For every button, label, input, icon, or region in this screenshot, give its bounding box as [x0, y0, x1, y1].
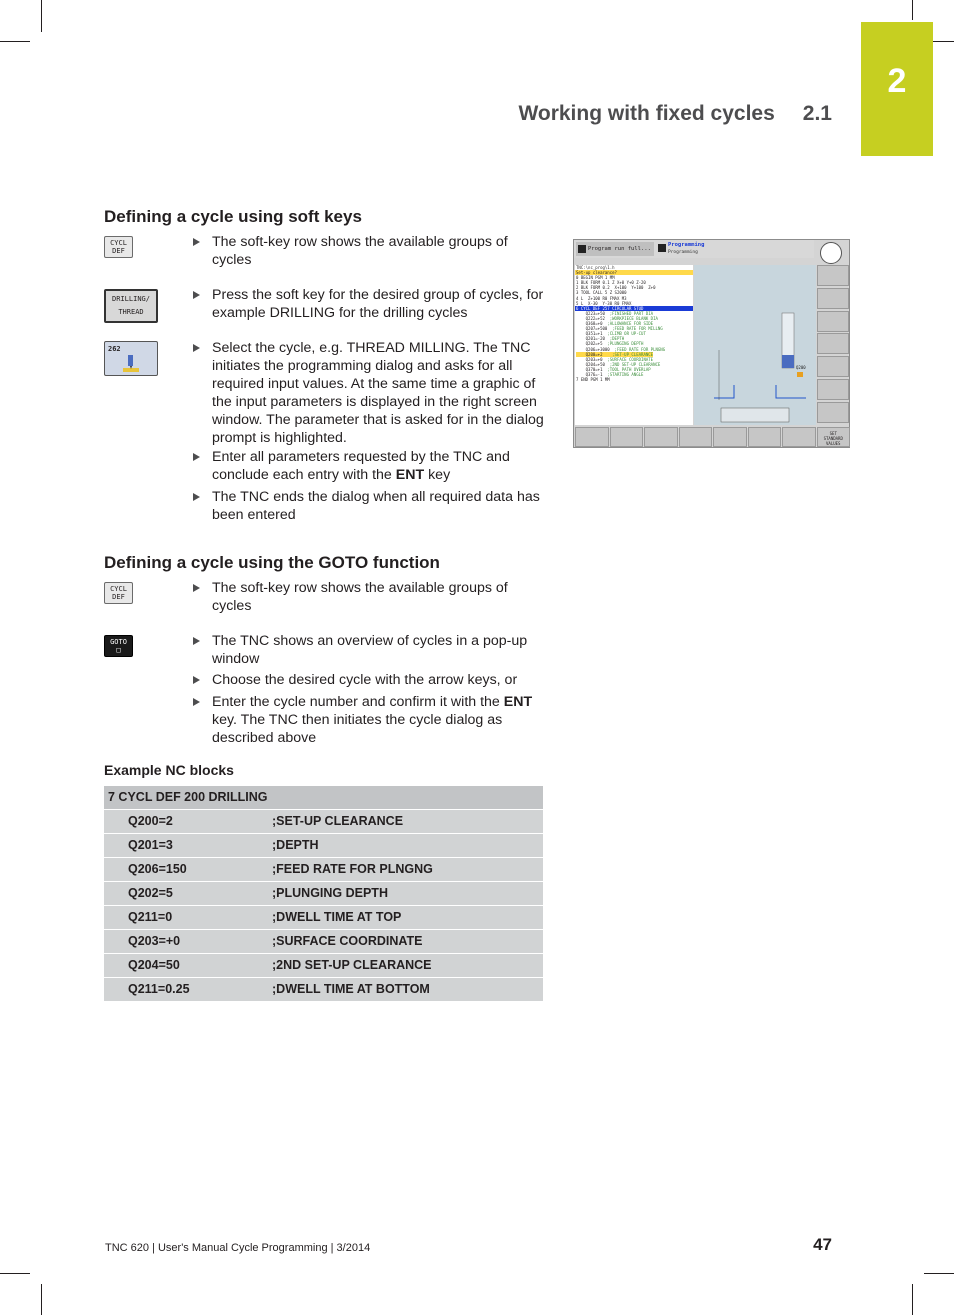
code-line: Q204=+50 ;2ND SET-UP CLEARANCE [576, 361, 661, 367]
section-heading-goto: Defining a cycle using the GOTO function [104, 553, 440, 572]
softkey[interactable] [817, 311, 849, 332]
code-line: 4 L Z+100 R0 FMAX M3 [576, 295, 627, 301]
chapter-tab [861, 22, 933, 156]
softkey[interactable] [817, 356, 849, 377]
code-line: 5 L X-30 Y-30 R0 FMAX [576, 300, 632, 306]
example-title: Example NC blocks [104, 762, 234, 778]
table-row: Q200=2 ;SET-UP CLEARANCE [104, 810, 543, 833]
page-number: 47 [813, 1235, 832, 1254]
mode-program-run: Program run full... [576, 242, 654, 256]
code-line: Q203=+0 ;SURFACE COORDINATE [576, 356, 654, 362]
code-line: Q202=+5 ;PLUNGING DEPTH [576, 341, 644, 347]
goto-step-4: Enter the cycle number and confirm it with the ENT key. The TNC then initiates the cycle dialog as described above [193, 693, 545, 747]
goto-key-icon: GOTO □ [104, 635, 133, 657]
crop-mark [41, 1284, 42, 1315]
tnc-screenshot [573, 239, 850, 448]
table-row: Q201=3 ;DEPTH [104, 834, 543, 857]
crop-mark [0, 1273, 30, 1274]
step-5: The TNC ends the dialog when all required data has been entered [193, 488, 545, 524]
softkey[interactable] [782, 427, 816, 447]
help-graphic [694, 265, 816, 425]
mode-programming: Programming Programming [656, 242, 736, 256]
softkey[interactable] [644, 427, 678, 447]
workpiece-shape [721, 408, 789, 422]
softkey[interactable] [817, 333, 849, 354]
goto-step-3: Choose the desired cycle with the arrow keys, or [193, 671, 545, 689]
code-line: 0 BEGIN PGM 1 MM [576, 275, 615, 281]
code-line: Q222=+52 ;WORKPIECE BLANK DIA [576, 315, 658, 321]
code-line: 3 TOOL CALL 5 Z S2000 [576, 290, 627, 296]
softkey[interactable] [817, 402, 849, 423]
softkey[interactable] [575, 427, 609, 447]
softkey[interactable] [713, 427, 747, 447]
table-row: Q211=0.25 ;DWELL TIME AT BOTTOM [104, 978, 543, 1001]
running-head-section: 2.1 [802, 102, 832, 125]
code-line: 7 END PGM 1 MM [576, 377, 610, 383]
crop-mark [41, 0, 42, 32]
table-row: Q202=5 ;PLUNGING DEPTH [104, 882, 543, 905]
code-line: Q201=-20 ;DEPTH [576, 336, 625, 342]
step-1: The soft-key row shows the available groups of cycles [193, 233, 545, 269]
horizontal-softkeys [575, 427, 850, 447]
q200-label: Q200 [796, 365, 806, 370]
softkey[interactable] [817, 288, 849, 309]
vertical-softkeys [817, 265, 849, 425]
code-line: Q368=+0 ;ALLOWANCE FOR SIDE [576, 321, 654, 327]
drilling-thread-softkey-icon: DRILLING/ THREAD [104, 289, 158, 323]
nc-table-header: 7 CYCL DEF 200 DRILLING [104, 786, 543, 809]
goto-step-1: The soft-key row shows the available groups of cycles [193, 579, 545, 615]
thread-milling-icon [121, 355, 141, 373]
program-editor [575, 265, 693, 425]
code-line: Q223=+50 ;FINISHED PART DIA [576, 310, 654, 316]
code-line: Q200=+2 ;SET-UP CLEARANCE [576, 351, 654, 357]
table-row: Q206=150 ;FEED RATE FOR PLNGNG [104, 858, 543, 881]
softkey[interactable] [817, 379, 849, 400]
table-row: Q211=0 ;DWELL TIME AT TOP [104, 906, 543, 929]
goto-step-2: The TNC shows an overview of cycles in a pop-up window [193, 632, 545, 668]
code-line: Q206=+3000 ;FEED RATE FOR PLNGNG [576, 346, 666, 352]
softkey[interactable] [679, 427, 713, 447]
crop-mark [912, 1284, 913, 1315]
chapter-number: 2 [887, 62, 907, 100]
nc-blocks-table [104, 786, 543, 1002]
set-standard-values-softkey[interactable]: SET STANDARD VALUES [817, 427, 851, 447]
code-line: Q376=-1 ;STARTING ANGLE [576, 371, 644, 377]
section-heading-soft-keys: Defining a cycle using soft keys [104, 207, 362, 226]
q-marker [797, 372, 803, 377]
cycl-def-key-icon: CYCL DEF [104, 236, 133, 258]
table-row: Q203=+0 ;SURFACE COORDINATE [104, 930, 543, 953]
running-head-title: Working with fixed cycles [518, 102, 775, 125]
code-line: 6 CYCL DEF 257 CIRCULAR STUD [575, 306, 693, 311]
code-line: 2 BLK FORM 0.2 X+100 Y+100 Z+0 [576, 285, 656, 291]
footer-text: TNC 620 | User's Manual Cycle Programming | 3/2014 [105, 1242, 371, 1254]
table-row: Q204=50 ;2ND SET-UP CLEARANCE [104, 954, 543, 977]
running-head [400, 102, 832, 126]
code-line: Q351=+1 ;CLIMB OR UP-CUT [576, 331, 646, 337]
softkey[interactable] [817, 265, 849, 286]
crop-mark [0, 41, 30, 42]
code-line: Q370=+1 ;TOOL PATH OVERLAP [576, 366, 651, 372]
code-lines [575, 275, 693, 382]
crop-mark [924, 1273, 954, 1274]
cycle-262-thread-milling-icon: 262 [104, 341, 158, 376]
step-4: Enter all parameters requested by the TNC and conclude each entry with the ENT key [193, 448, 545, 484]
code-line: 1 BLK FORM 0.1 Z X+0 Y+0 Z-20 [576, 280, 646, 286]
code-line: Q207=+500 ;FEED RATE FOR MILLNG [576, 326, 663, 332]
tool-path [714, 385, 806, 398]
softkey[interactable] [748, 427, 782, 447]
dialog-prompt: Set-up clearance? [575, 270, 693, 275]
crop-mark [912, 0, 913, 20]
softkey[interactable] [610, 427, 644, 447]
step-2: Press the soft key for the desired group of cycles, for example DRILLING for the drilling cycles [193, 286, 545, 322]
file-path: TNC:\nc_prog\1.h [576, 265, 615, 270]
step-3: Select the cycle, e.g. THREAD MILLING. The TNC initiates the programming dialog and asks for all required input values. At the same time a graphic of the input parameters is displayed in the right screen window. The parameter that is asked for in the dialog prompt is highlighted. [193, 339, 545, 447]
clock-icon [820, 242, 842, 264]
tool-tip [782, 355, 794, 368]
screen-titlebar [574, 240, 814, 258]
cycl-def-key-icon: CYCL DEF [104, 582, 133, 604]
